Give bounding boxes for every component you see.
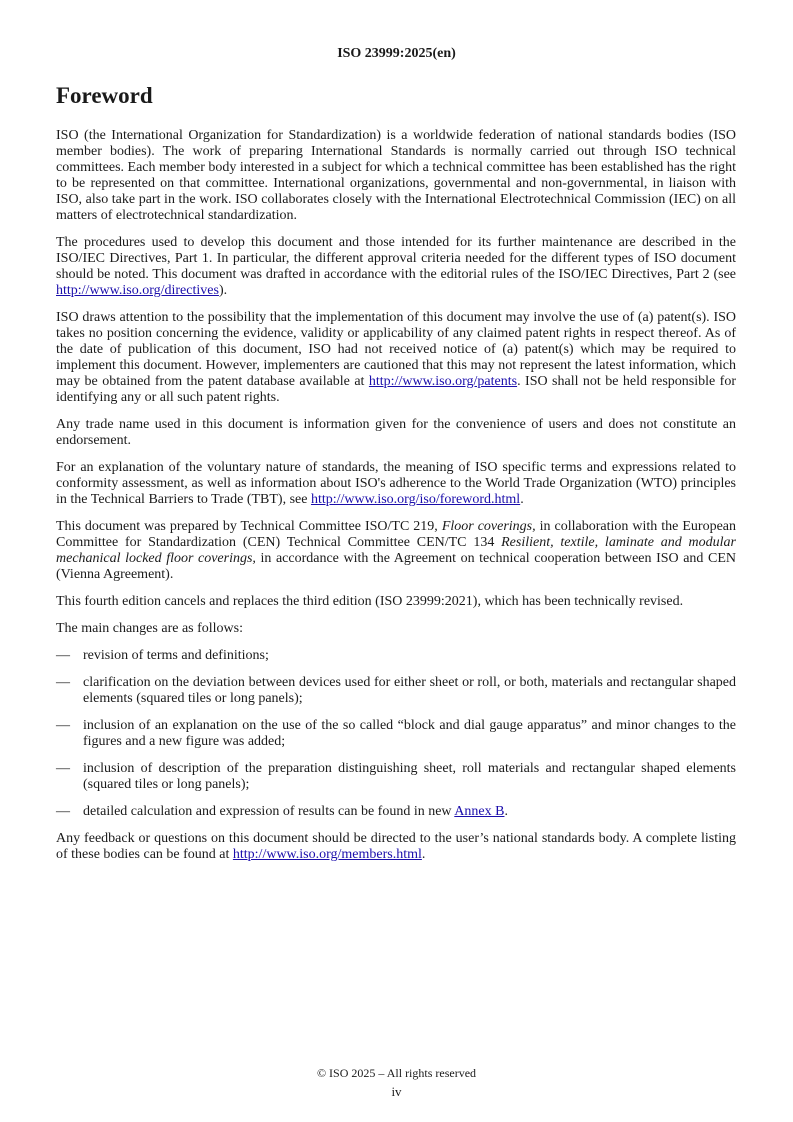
paragraph-5 [56, 460, 736, 508]
dash: — [56, 761, 70, 776]
members-link[interactable]: http://www.iso.org/members.html [232, 847, 422, 862]
text: Any feedback or questions on this document should be directed to the user’s national standards body. A complete listing of these bodies can be found at [56, 831, 736, 862]
patents-link[interactable]: http://www.iso.org/patents [368, 374, 518, 389]
dash: — [56, 675, 70, 690]
text: This document was prepared by Technical Committee ISO/TC 219, [56, 519, 442, 534]
text: in collaboration with the European Committee for Standardization (CEN) Technical Committee CEN/TC 134 [56, 519, 737, 550]
text: revision of terms and definitions; [83, 648, 269, 663]
directives-link[interactable]: http://www.iso.org/directives [56, 283, 219, 298]
paragraph-2 [56, 235, 736, 299]
text: . [504, 804, 508, 819]
text: in accordance with the Agreement on technical cooperation between ISO and CEN (Vienna Agreement). [56, 551, 736, 582]
document-header: ISO 23999:2025(en) [337, 46, 456, 61]
page-title: Foreword [56, 83, 153, 108]
changes-list [56, 648, 736, 820]
text: . ISO shall not be held responsible for identifying any or all such patent rights. [56, 374, 737, 405]
text: ISO draws attention to the possibility that the implementation of this document may involve the use of (a) patent(s). ISO takes no position concerning the evidence, validity or applicability of any claimed patent rights in respect thereof. As of the date of publication of this document, ISO had not received notice of (a) patent(s) which may be required to implement this document. However, implementers are cautioned that this may not represent the latest information, which may be obtained from the patent database available at [56, 310, 736, 389]
committee-title: Floor coverings, [441, 519, 536, 534]
annex-b-link[interactable]: Annex B [454, 804, 505, 819]
text: For an explanation of the voluntary nature of standards, the meaning of ISO specific terms and expressions related to conformity assessment, as well as information about ISO's adherence to the World Trade Organization (WTO) principles in the Technical Barriers to Trade (TBT), see [56, 460, 736, 507]
paragraph-6 [56, 519, 736, 583]
foreword-body [56, 128, 736, 874]
foreword-link[interactable]: http://www.iso.org/iso/foreword.html [310, 492, 521, 507]
list-item [56, 718, 736, 750]
list-item [56, 761, 736, 793]
text: detailed calculation and expression of results can be found in new [83, 804, 455, 819]
list-item [56, 675, 736, 707]
text: The procedures used to develop this document and those intended for its further maintenance are described in the ISO/IEC Directives, Part 1. In particular, the different approval criteria needed for the different types of ISO document should be noted. This document was drafted in accordance with the editorial rules of the ISO/IEC Directives, Part 2 (see [56, 235, 736, 282]
text: inclusion of an explanation on the use of the so called “block and dial gauge apparatus” and minor changes to the figures and a new figure was added; [83, 718, 736, 749]
text: inclusion of description of the preparation distinguishing sheet, roll materials and rectangular shaped elements (squared tiles or long panels); [83, 761, 736, 792]
committee-title: Resilient, textile, laminate and modular mechanical locked floor coverings, [56, 535, 736, 566]
paragraph-7: This fourth edition cancels and replaces the third edition (ISO 23999:2021), which has been technically revised. [56, 594, 684, 609]
paragraph-1: ISO (the International Organization for Standardization) is a worldwide federation of national standards bodies (ISO member bodies). The work of preparing International Standards is normally carried out through ISO technical committees. Each member body interested in a subject for which a technical committee has been established has the right to be represented on that committee. International organizations, governmental and non-governmental, in liaison with ISO, also take part in the work. ISO collaborates closely with the International Electrotechnical Commission (IEC) on all matters of electrotechnical standardization. [56, 128, 736, 223]
copyright-footer: © ISO 2025 – All rights reserved [316, 1066, 477, 1080]
paragraph-8: The main changes are as follows: [56, 621, 243, 636]
text: . [520, 492, 524, 507]
paragraph-9 [56, 831, 736, 863]
page-number: iv [391, 1084, 402, 1099]
list-item [56, 804, 736, 820]
paragraph-4: Any trade name used in this document is information given for the convenience of users and does not constitute an endorsement. [56, 417, 736, 448]
list-item [56, 648, 736, 664]
dash: — [56, 718, 70, 733]
dash: — [56, 648, 70, 663]
text: . [421, 847, 426, 862]
text: ). [218, 283, 228, 298]
dash: — [56, 804, 70, 819]
text: clarification on the deviation between devices used for either sheet or roll, or both, materials and rectangular shaped elements (squared tiles or long panels); [83, 675, 736, 706]
paragraph-3 [56, 310, 736, 406]
